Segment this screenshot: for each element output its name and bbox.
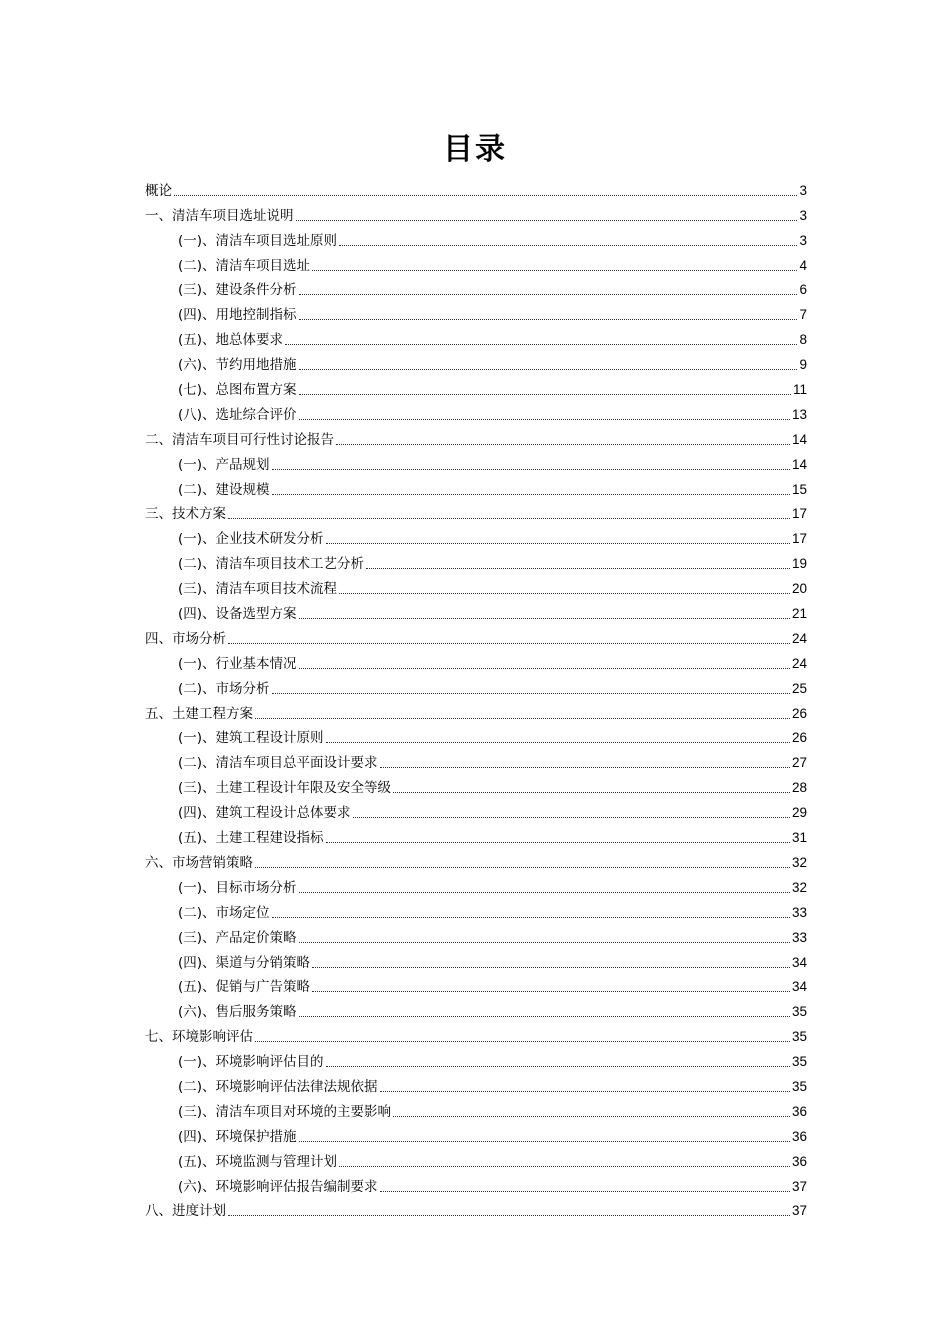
toc-dot-leader (299, 419, 790, 420)
toc-entry-label: (一)、环境影响评估目的 (178, 1054, 324, 1071)
toc-entry-page-number: 17 (791, 531, 807, 547)
toc-entry-page-number: 3 (799, 182, 807, 198)
toc-dot-leader (299, 369, 798, 370)
toc-entry[interactable] (145, 822, 807, 847)
toc-entry-label: (三)、建设条件分析 (178, 282, 297, 299)
toc-dot-leader (255, 867, 790, 868)
toc-entry-label: (一)、企业技术研发分析 (178, 531, 324, 548)
toc-entry-page-number: 36 (791, 1153, 807, 1169)
toc-dot-leader (272, 494, 790, 495)
toc-dot-leader (299, 294, 798, 295)
toc-entry[interactable] (145, 1046, 807, 1071)
toc-dot-leader (326, 1066, 790, 1067)
toc-entry-label: (六)、环境影响评估报告编制要求 (178, 1178, 378, 1195)
toc-entry[interactable] (145, 499, 807, 524)
toc-dot-leader (393, 1116, 790, 1117)
toc-entry-page-number: 19 (791, 556, 807, 572)
toc-entry-page-number: 25 (791, 680, 807, 696)
toc-entry[interactable] (145, 299, 807, 324)
toc-entry[interactable] (145, 349, 807, 374)
toc-dot-leader (255, 1041, 790, 1042)
toc-entry-page-number: 20 (791, 581, 807, 597)
toc-dot-leader (299, 394, 791, 395)
toc-entry-page-number: 11 (792, 382, 807, 398)
toc-entry[interactable] (145, 1121, 807, 1146)
toc-entry-label: (五)、地总体要求 (178, 332, 284, 349)
toc-entry-page-number: 14 (791, 431, 807, 447)
toc-entry-page-number: 34 (791, 979, 807, 995)
toc-entry-page-number: 32 (791, 854, 807, 870)
toc-entry-label: 四、市场分析 (145, 630, 226, 647)
toc-entry-page-number: 37 (791, 1178, 807, 1194)
toc-entry-label: (七)、总图布置方案 (178, 382, 297, 399)
toc-entry-page-number: 33 (791, 904, 807, 920)
toc-entry-page-number: 6 (799, 282, 807, 298)
toc-entry[interactable] (145, 275, 807, 300)
toc-entry-page-number: 35 (791, 1078, 807, 1094)
toc-dot-leader (272, 693, 790, 694)
toc-entry-label: (二)、环境影响评估法律法规依据 (178, 1078, 378, 1095)
toc-entry-label: 一、清洁车项目选址说明 (145, 207, 294, 224)
toc-entry-label: (三)、产品定价策略 (178, 929, 297, 946)
toc-entry-label: 概论 (145, 182, 172, 199)
toc-entry-page-number: 33 (791, 929, 807, 945)
toc-entry-label: (六)、售后服务策略 (178, 1004, 297, 1021)
toc-dot-leader (393, 792, 790, 793)
toc-entry[interactable] (145, 897, 807, 922)
toc-entry-page-number: 13 (791, 406, 807, 422)
toc-entry[interactable] (145, 623, 807, 648)
toc-entry-page-number: 7 (799, 307, 807, 323)
toc-dot-leader (299, 668, 790, 669)
toc-dot-leader (296, 220, 798, 221)
toc-dot-leader (326, 543, 790, 544)
toc-entry-page-number: 9 (799, 357, 807, 373)
toc-entry[interactable] (145, 947, 807, 972)
toc-entry-label: 三、技术方案 (145, 506, 226, 523)
toc-entry-label: (四)、用地控制指标 (178, 307, 297, 324)
toc-entry-page-number: 32 (791, 879, 807, 895)
toc-entry-label: (四)、渠道与分销策略 (178, 954, 311, 971)
toc-dot-leader (228, 643, 790, 644)
toc-entry-label: (五)、土建工程建设指标 (178, 830, 324, 847)
toc-entry-label: 七、环境影响评估 (145, 1029, 253, 1046)
toc-entry[interactable] (145, 648, 807, 673)
toc-entry[interactable] (145, 1171, 807, 1196)
toc-entry-label: (三)、清洁车项目对环境的主要影响 (178, 1103, 392, 1120)
toc-dot-leader (326, 842, 790, 843)
toc-dot-leader (228, 518, 790, 519)
toc-entry-label: (五)、促销与广告策略 (178, 979, 311, 996)
toc-dot-leader (339, 593, 790, 594)
toc-entry[interactable] (145, 1146, 807, 1171)
toc-dot-leader (272, 917, 790, 918)
toc-dot-leader (255, 718, 790, 719)
toc-dot-leader (312, 967, 790, 968)
toc-dot-leader (272, 469, 790, 470)
toc-entry[interactable] (145, 673, 807, 698)
toc-entry-page-number: 26 (791, 730, 807, 746)
toc-entry[interactable] (145, 523, 807, 548)
toc-entry-label: (八)、选址综合评价 (178, 406, 297, 423)
toc-entry-label: (二)、市场定位 (178, 904, 270, 921)
toc-entry-label: (二)、清洁车项目总平面设计要求 (178, 755, 378, 772)
toc-entry[interactable] (145, 573, 807, 598)
toc-entry-page-number: 4 (799, 257, 807, 273)
toc-entry-label: (一)、建筑工程设计原则 (178, 730, 324, 747)
toc-entry-label: (二)、清洁车项目选址 (178, 257, 311, 274)
toc-dot-leader (380, 1191, 790, 1192)
toc-entry[interactable] (145, 797, 807, 822)
toc-entry-page-number: 3 (799, 207, 807, 223)
toc-entry[interactable] (145, 772, 807, 797)
toc-entry-label: (四)、建筑工程设计总体要求 (178, 805, 351, 822)
toc-entry[interactable] (145, 972, 807, 997)
toc-entry[interactable] (145, 200, 807, 225)
toc-entry-page-number: 14 (791, 456, 807, 472)
toc-dot-leader (339, 1166, 790, 1167)
toc-entry[interactable] (145, 175, 807, 200)
toc-entry[interactable] (145, 847, 807, 872)
toc-dot-leader (312, 270, 797, 271)
toc-dot-leader (228, 1215, 790, 1216)
toc-entry[interactable] (145, 324, 807, 349)
toc-dot-leader (336, 444, 790, 445)
toc-entry-label: 六、市场营销策略 (145, 854, 253, 871)
toc-dot-leader (285, 344, 797, 345)
toc-entry[interactable] (145, 424, 807, 449)
toc-entry-page-number: 35 (791, 1029, 807, 1045)
toc-entry-page-number: 27 (791, 755, 807, 771)
toc-entry-label: 二、清洁车项目可行性讨论报告 (145, 431, 334, 448)
toc-dot-leader (299, 1141, 790, 1142)
toc-entry-label: (五)、环境监测与管理计划 (178, 1153, 338, 1170)
toc-dot-leader (380, 1091, 790, 1092)
toc-entry[interactable] (145, 872, 807, 897)
toc-entry-page-number: 21 (791, 606, 807, 622)
toc-entry[interactable] (145, 1096, 807, 1121)
toc-dot-leader (339, 245, 797, 246)
toc-entry[interactable] (145, 399, 807, 424)
toc-entry-label: (二)、建设规模 (178, 481, 270, 498)
toc-entry-page-number: 37 (791, 1203, 807, 1219)
toc-entry[interactable] (145, 225, 807, 250)
toc-entry-page-number: 31 (791, 830, 807, 846)
toc-dot-leader (299, 892, 790, 893)
toc-dot-leader (174, 195, 797, 196)
toc-dot-leader (380, 767, 790, 768)
toc-list (145, 175, 807, 1220)
toc-entry-page-number: 36 (791, 1128, 807, 1144)
toc-entry[interactable] (145, 474, 807, 499)
toc-entry-page-number: 26 (791, 705, 807, 721)
toc-entry-page-number: 36 (791, 1103, 807, 1119)
toc-dot-leader (299, 942, 790, 943)
toc-dot-leader (366, 568, 790, 569)
toc-entry-label: (一)、目标市场分析 (178, 879, 297, 896)
toc-entry-page-number: 35 (791, 1054, 807, 1070)
toc-entry-label: (三)、清洁车项目技术流程 (178, 581, 338, 598)
toc-entry[interactable] (145, 250, 807, 275)
toc-entry-page-number: 17 (791, 506, 807, 522)
toc-entry[interactable] (145, 723, 807, 748)
toc-dot-leader (299, 1016, 790, 1017)
toc-entry[interactable] (145, 548, 807, 573)
toc-entry-label: (一)、清洁车项目选址原则 (178, 232, 338, 249)
toc-dot-leader (299, 319, 798, 320)
toc-entry[interactable] (145, 1196, 807, 1221)
toc-dot-leader (312, 991, 790, 992)
toc-entry-page-number: 24 (791, 630, 807, 646)
toc-entry-page-number: 35 (791, 1004, 807, 1020)
toc-entry-label: (二)、市场分析 (178, 680, 270, 697)
toc-entry-page-number: 24 (791, 655, 807, 671)
toc-entry[interactable] (145, 449, 807, 474)
toc-entry[interactable] (145, 374, 807, 399)
toc-entry-label: 五、土建工程方案 (145, 705, 253, 722)
toc-entry-label: (一)、行业基本情况 (178, 655, 297, 672)
toc-dot-leader (353, 817, 790, 818)
toc-entry-label: 八、进度计划 (145, 1203, 226, 1220)
toc-entry-page-number: 29 (791, 805, 807, 821)
toc-entry-page-number: 15 (791, 481, 807, 497)
toc-dot-leader (299, 618, 790, 619)
toc-entry-page-number: 34 (791, 954, 807, 970)
toc-entry[interactable] (145, 1071, 807, 1096)
toc-entry-label: (三)、土建工程设计年限及安全等级 (178, 780, 392, 797)
toc-dot-leader (326, 742, 790, 743)
toc-entry[interactable] (145, 747, 807, 772)
toc-entry[interactable] (145, 698, 807, 723)
toc-entry[interactable] (145, 598, 807, 623)
toc-entry[interactable] (145, 996, 807, 1021)
toc-entry-page-number: 3 (799, 232, 807, 248)
toc-title: 目录 (443, 132, 507, 167)
toc-entry-label: (四)、环境保护措施 (178, 1128, 297, 1145)
toc-entry-label: (四)、设备选型方案 (178, 606, 297, 623)
toc-entry-label: (六)、节约用地措施 (178, 357, 297, 374)
toc-entry-page-number: 28 (791, 780, 807, 796)
toc-entry-label: (一)、产品规划 (178, 456, 270, 473)
toc-entry-page-number: 8 (799, 332, 807, 348)
toc-entry[interactable] (145, 1021, 807, 1046)
toc-entry[interactable] (145, 922, 807, 947)
toc-entry-label: (二)、清洁车项目技术工艺分析 (178, 556, 365, 573)
